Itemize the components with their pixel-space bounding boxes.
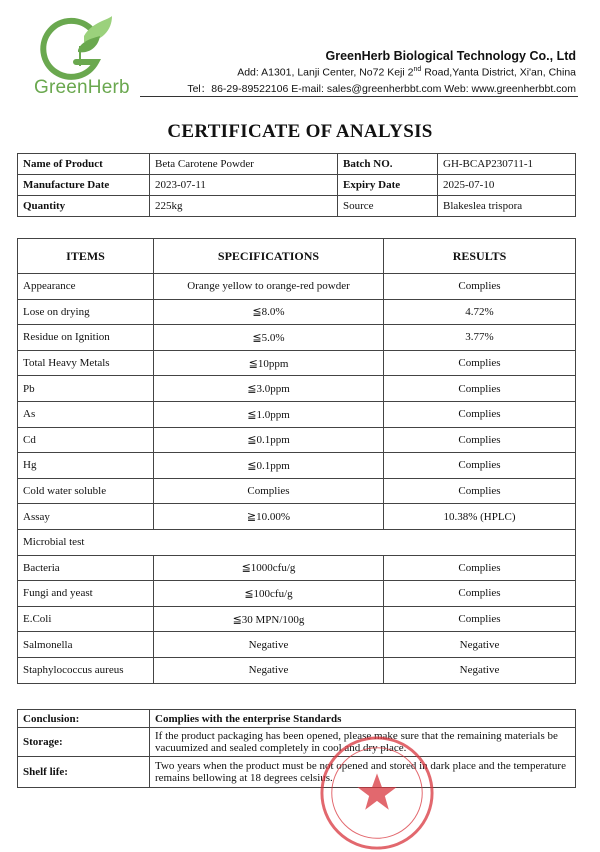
info-label: Batch NO. [338, 154, 438, 175]
item-result: Complies [384, 606, 576, 632]
info-label: Source [338, 196, 438, 217]
conclusion-value: Complies with the enterprise Standards [150, 710, 576, 728]
item-specification: ≦5.0% [154, 325, 384, 351]
info-label: Name of Product [18, 154, 150, 175]
microbial-test-row [18, 529, 576, 555]
info-row [18, 196, 576, 217]
item-name: Fungi and yeast [18, 581, 154, 607]
storage-label: Storage: [18, 728, 150, 757]
header-results: RESULTS [384, 239, 576, 274]
conclusion-table [17, 709, 576, 788]
header-items: ITEMS [18, 239, 154, 274]
result-row [18, 504, 576, 530]
result-row [18, 581, 576, 607]
item-specification: Complies [154, 478, 384, 504]
result-row [18, 299, 576, 325]
item-result: Complies [384, 350, 576, 376]
info-label: Quantity [18, 196, 150, 217]
item-result: 3.77% [384, 325, 576, 351]
info-label: Manufacture Date [18, 175, 150, 196]
result-row [18, 325, 576, 351]
result-row [18, 657, 576, 683]
item-result: Complies [384, 555, 576, 581]
storage-value: If the product packaging has been opened, please make sure that the remaining materials be vacuumized and sealed completely in cool and dry place. [150, 728, 576, 757]
shelf-life-label: Shelf life: [18, 757, 150, 788]
item-name: Lose on drying [18, 299, 154, 325]
product-info-table [17, 153, 576, 217]
item-specification: Orange yellow to orange-red powder [154, 274, 384, 300]
info-value: 2025-07-10 [438, 175, 576, 196]
address-ordinal: nd [413, 66, 422, 73]
info-value: Beta Carotene Powder [150, 154, 338, 175]
item-name: Total Heavy Metals [18, 350, 154, 376]
microbial-test-label: Microbial test [18, 529, 576, 555]
result-row [18, 401, 576, 427]
item-name: Bacteria [18, 555, 154, 581]
header-divider [140, 96, 578, 97]
item-name: Residue on Ignition [18, 325, 154, 351]
item-name: As [18, 401, 154, 427]
item-specification: Negative [154, 657, 384, 683]
item-specification: ≦1.0ppm [154, 401, 384, 427]
item-specification: ≦0.1ppm [154, 453, 384, 479]
result-row [18, 478, 576, 504]
results-table [17, 238, 576, 684]
item-specification: ≦10ppm [154, 350, 384, 376]
shelf-life-value: Two years when the product must be not opened and stored in dark place and the temperature remains bellowing at 18 degrees celsius. [150, 757, 576, 788]
info-value: Blakeslea trispora [438, 196, 576, 217]
info-value: 2023-07-11 [150, 175, 338, 196]
company-address [237, 66, 576, 79]
item-specification: ≦30 MPN/100g [154, 606, 384, 632]
results-header-row [18, 239, 576, 274]
item-result: Complies [384, 478, 576, 504]
item-specification: ≧10.00% [154, 504, 384, 530]
info-label: Expiry Date [338, 175, 438, 196]
info-value: 225kg [150, 196, 338, 217]
item-result: Complies [384, 427, 576, 453]
item-name: E.Coli [18, 606, 154, 632]
result-row [18, 376, 576, 402]
item-name: Cold water soluble [18, 478, 154, 504]
document-title: CERTIFICATE OF ANALYSIS [167, 121, 433, 142]
item-specification: ≦1000cfu/g [154, 555, 384, 581]
item-specification: ≦100cfu/g [154, 581, 384, 607]
shelf-life-row [18, 757, 576, 788]
item-specification: Negative [154, 632, 384, 658]
result-row [18, 274, 576, 300]
item-result: Complies [384, 274, 576, 300]
header-specifications: SPECIFICATIONS [154, 239, 384, 274]
address-rest: Road,Yanta District, Xi'an, China [421, 66, 576, 79]
info-value: GH-BCAP230711-1 [438, 154, 576, 175]
item-name: Cd [18, 427, 154, 453]
item-specification: ≦0.1ppm [154, 427, 384, 453]
result-row [18, 606, 576, 632]
item-result: 4.72% [384, 299, 576, 325]
item-result: Negative [384, 657, 576, 683]
company-name: GreenHerb Biological Technology Co., Ltd [325, 49, 576, 63]
company-seal-stamp [318, 734, 436, 852]
item-result: 10.38% (HPLC) [384, 504, 576, 530]
item-name: Pb [18, 376, 154, 402]
item-name: Salmonella [18, 632, 154, 658]
result-row [18, 350, 576, 376]
result-row [18, 427, 576, 453]
info-row [18, 154, 576, 175]
item-name: Staphylococcus aureus [18, 657, 154, 683]
item-name: Assay [18, 504, 154, 530]
result-row [18, 453, 576, 479]
item-result: Complies [384, 453, 576, 479]
address-main: Add: A1301, Lanji Center, No72 Keji 2 [237, 66, 414, 79]
result-row [18, 632, 576, 658]
item-result: Complies [384, 376, 576, 402]
company-contact: Tel：86-29-89522106 E-mail: sales@greenherbbt.com Web: www.greenherbbt.com [187, 83, 576, 95]
result-row [18, 555, 576, 581]
info-row [18, 175, 576, 196]
conclusion-row [18, 710, 576, 728]
item-result: Complies [384, 401, 576, 427]
storage-row [18, 728, 576, 757]
brand-name: GreenHerb [34, 77, 130, 98]
item-name: Hg [18, 453, 154, 479]
conclusion-label: Conclusion: [18, 710, 150, 728]
item-result: Complies [384, 581, 576, 607]
item-result: Negative [384, 632, 576, 658]
item-specification: ≦3.0ppm [154, 376, 384, 402]
item-specification: ≦8.0% [154, 299, 384, 325]
item-name: Appearance [18, 274, 154, 300]
